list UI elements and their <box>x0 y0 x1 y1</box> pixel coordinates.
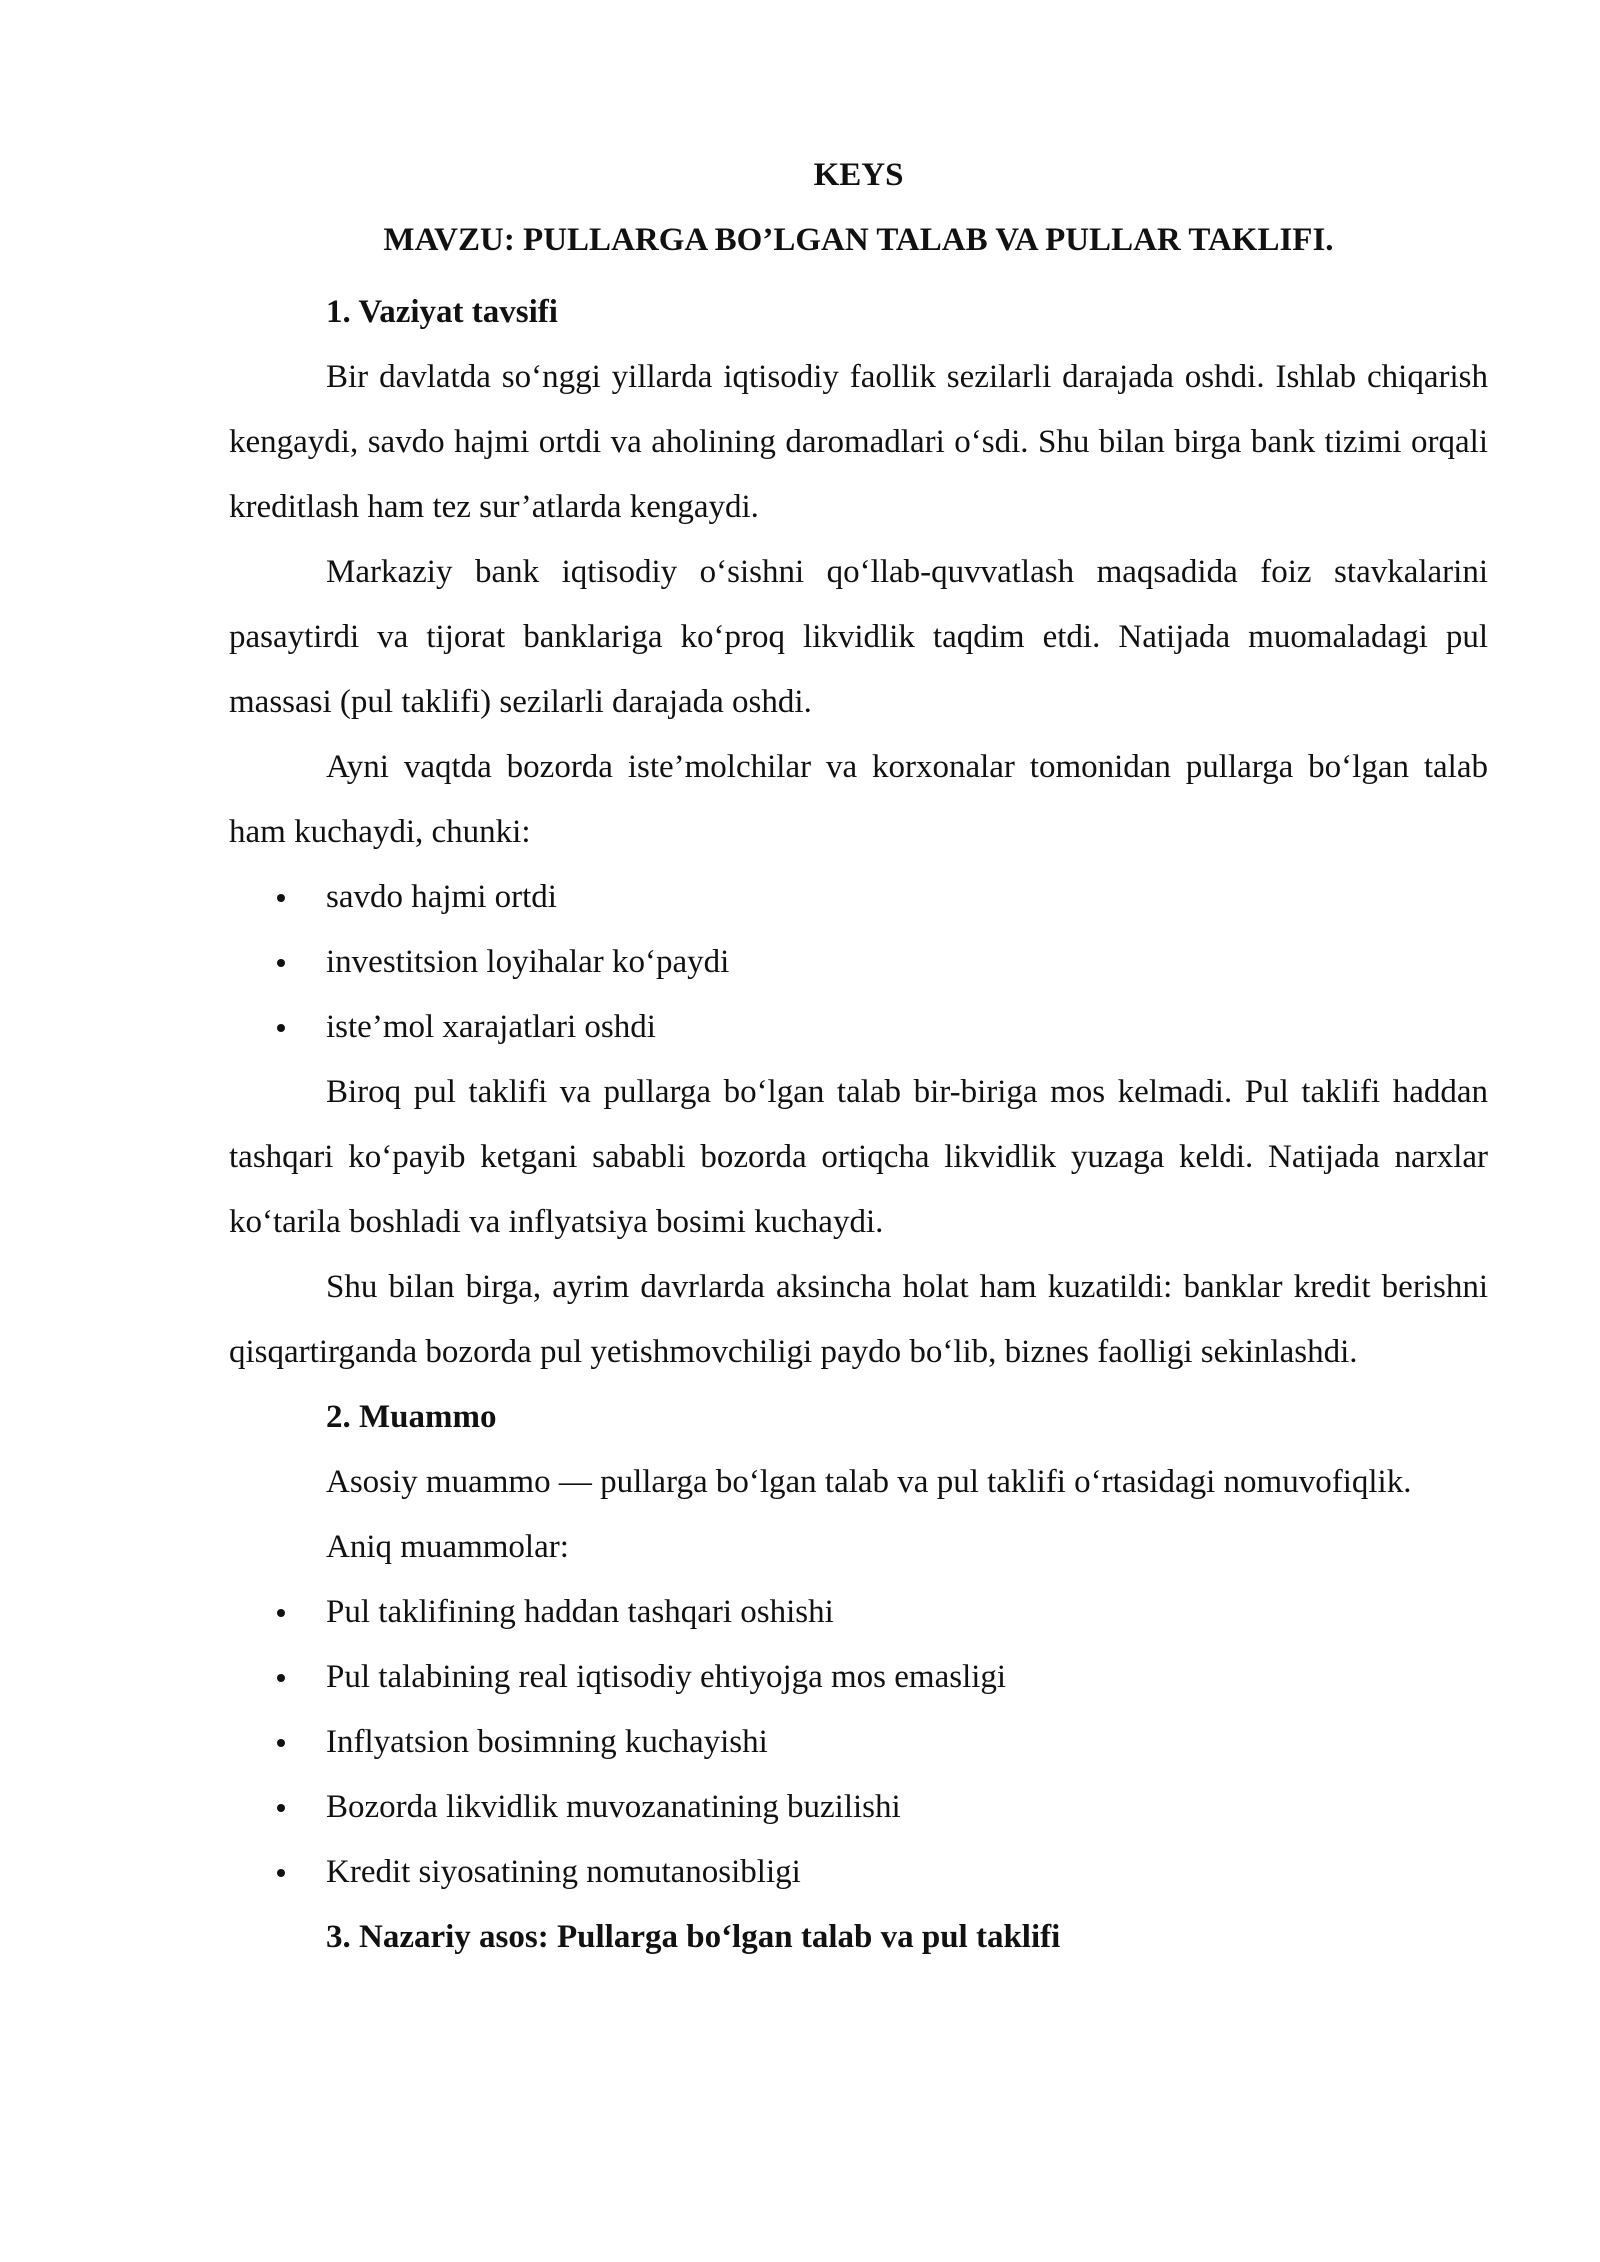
bullet-icon <box>277 1739 285 1747</box>
section-3-heading: 3. Nazariy asos: Pullarga bo‘lgan talab va pul taklifi <box>326 1919 1061 1955</box>
list-item-text: investitsion loyihalar ko‘paydi <box>326 944 730 980</box>
bullet-icon <box>277 1609 285 1617</box>
section-1-paragraph-5: Shu bilan birga, ayrim davrlarda aksincha holat ham kuzatildi: banklar kredit berishni qisqartirganda bozorda pul yetishmovchiligi paydo bo‘lib, biznes faolligi sekinlashdi. <box>229 1269 1488 1370</box>
bullet-icon <box>277 894 285 902</box>
section-2-subheading: Aniq muammolar: <box>326 1529 569 1565</box>
section-2-bullet-list <box>229 1580 1488 1905</box>
section-1-paragraph-4: Biroq pul taklifi va pullarga bo‘lgan talab bir-biriga mos kelmadi. Pul taklifi haddan tashqari ko‘payib ketgani sababli bozorda ortiqcha likvidlik yuzaga keldi. Natijada narxlar ko‘tarila boshladi va inflyatsiya bosimi kuchaydi. <box>229 1074 1488 1240</box>
bullet-icon <box>277 1674 285 1682</box>
list-item <box>229 1645 1488 1710</box>
document-body <box>229 150 1488 1970</box>
section-1-heading: 1. Vaziyat tavsifi <box>326 294 558 330</box>
bullet-icon <box>277 959 285 967</box>
section-1-paragraph-2: Markaziy bank iqtisodiy o‘sishni qo‘llab-quvvatlash maqsadida foiz stavkalarini pasaytirdi va tijorat banklariga ko‘proq likvidlik taqdim etdi. Natijada muomaladagi pul massasi (pul taklifi) sezilarli darajada oshdi. <box>229 554 1488 720</box>
list-item-text: Bozorda likvidlik muvozanatining buzilishi <box>326 1789 901 1825</box>
list-item <box>229 995 1488 1060</box>
list-item <box>229 930 1488 995</box>
bullet-icon <box>277 1869 285 1877</box>
section-2-paragraph: Asosiy muammo — pullarga bo‘lgan talab va pul taklifi o‘rtasidagi nomuvofiqlik. <box>326 1464 1412 1500</box>
list-item-text: iste’mol xarajatlari oshdi <box>326 1009 656 1045</box>
list-item-text: Pul taklifining haddan tashqari oshishi <box>326 1594 834 1630</box>
section-1-paragraph-1: Bir davlatda so‘nggi yillarda iqtisodiy faollik sezilarli darajada oshdi. Ishlab chiqarish kengaydi, savdo hajmi ortdi va aholining daromadlari o‘sdi. Shu bilan birga bank tizimi orqali kreditlash ham tez sur’atlarda kengaydi. <box>229 359 1488 525</box>
section-1-paragraph-3: Ayni vaqtda bozorda iste’molchilar va korxonalar tomonidan pullarga bo‘lgan talab ham kuchaydi, chunki: <box>229 749 1488 850</box>
section-2-heading: 2. Muammo <box>326 1399 497 1435</box>
bullet-icon <box>277 1804 285 1812</box>
list-item <box>229 1710 1488 1775</box>
list-item-text: Pul talabining real iqtisodiy ehtiyojga mos emasligi <box>326 1659 1007 1695</box>
list-item <box>229 1775 1488 1840</box>
bullet-icon <box>277 1024 285 1032</box>
list-item-text: savdo hajmi ortdi <box>326 879 557 915</box>
section-1-bullet-list <box>229 865 1488 1060</box>
list-item <box>229 865 1488 930</box>
list-item <box>229 1580 1488 1645</box>
list-item-text: Kredit siyosatining nomutanosibligi <box>326 1854 801 1890</box>
topic-heading: MAVZU: PULLARGA BO’LGAN TALAB VA PULLAR TAKLIFI. <box>383 222 1334 258</box>
list-item <box>229 1840 1488 1905</box>
list-item-text: Inflyatsion bosimning kuchayishi <box>326 1724 768 1760</box>
document-title: KEYS <box>813 157 904 193</box>
